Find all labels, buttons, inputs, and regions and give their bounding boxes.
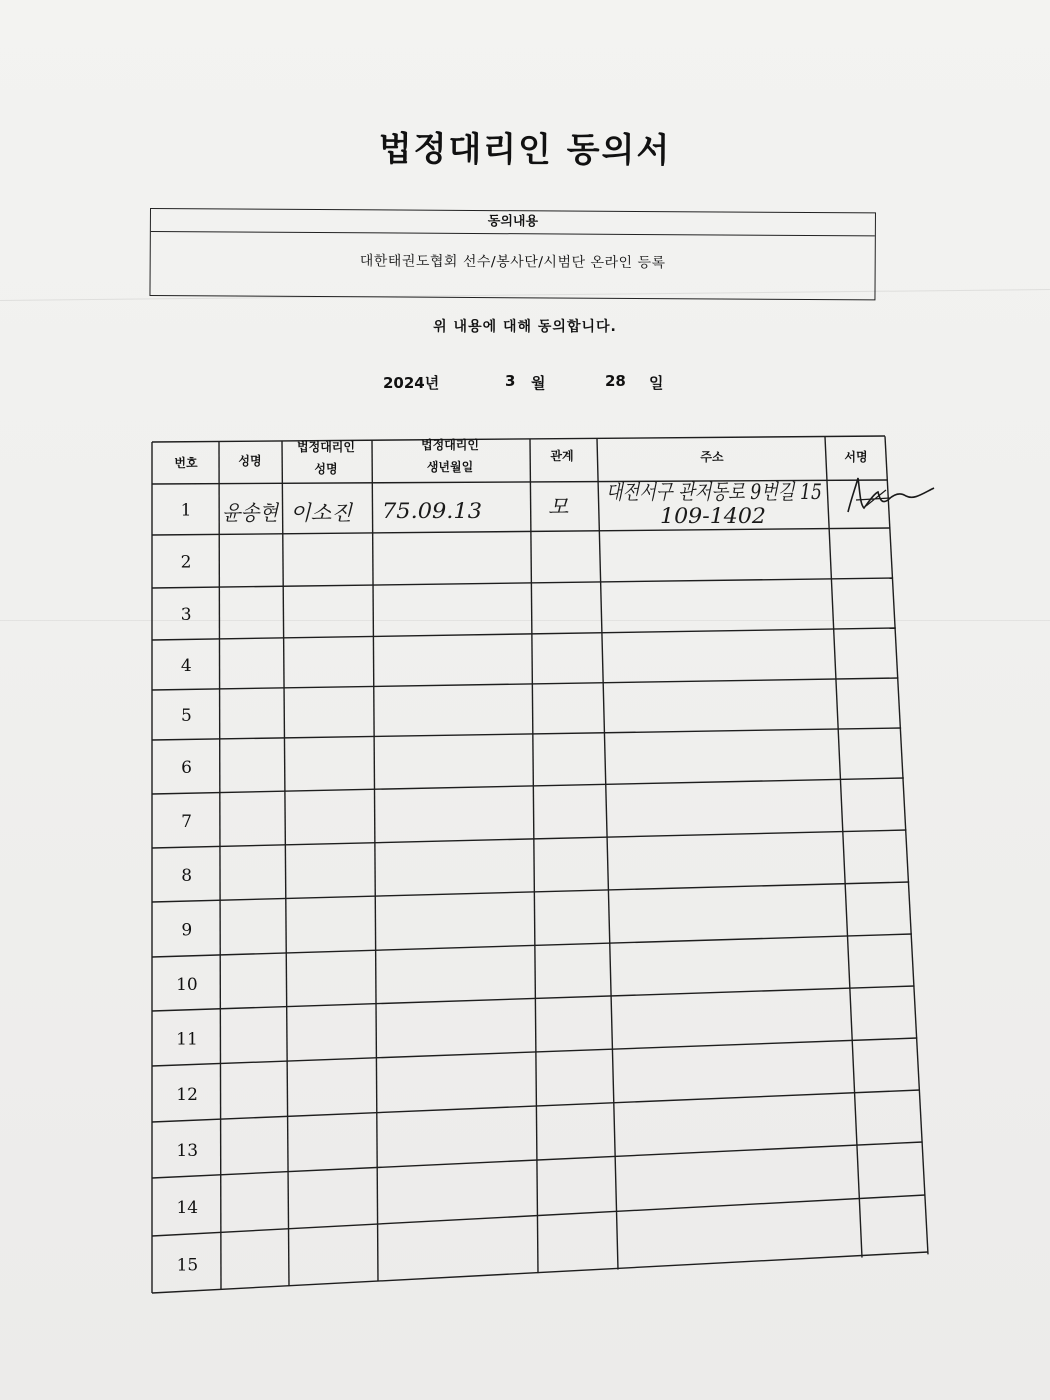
- row-number: 7: [181, 812, 193, 832]
- table-row-line: [152, 728, 901, 740]
- header-name: 성명: [238, 454, 262, 468]
- row-number: 2: [180, 552, 192, 573]
- header-guardian-name-2: 성명: [314, 462, 338, 476]
- header-guardian-name-1: 법정대리인: [297, 440, 355, 454]
- date-day-unit: 일: [649, 374, 664, 392]
- consent-text: 대한태권도협회 선수/봉사단/시범단 온라인 등록: [359, 253, 666, 272]
- table-row-line: [152, 436, 885, 442]
- row-number: 10: [176, 975, 198, 995]
- header-signature: 서명: [844, 450, 868, 464]
- row-number: 9: [181, 920, 193, 941]
- table-row-line: [152, 678, 898, 690]
- row-number: 3: [180, 605, 192, 625]
- table-column-line: [530, 439, 538, 1273]
- table-row-line: [152, 1038, 917, 1066]
- date-month: 3: [505, 372, 516, 390]
- table-row-line: [152, 830, 907, 848]
- guardian-birth: 75.09.13: [382, 499, 482, 523]
- table-column-line: [372, 440, 378, 1281]
- row-number: 4: [180, 656, 192, 676]
- header-address: 주소: [700, 450, 724, 464]
- table-row-line: [152, 934, 912, 957]
- relation: 모: [548, 495, 569, 519]
- table-row-line: [152, 986, 915, 1011]
- table-grid: [152, 436, 928, 1293]
- table-row-line: [152, 778, 904, 794]
- row-number: 12: [176, 1085, 198, 1105]
- consent-header: 동의내용: [151, 209, 875, 236]
- table-column-line: [885, 436, 928, 1254]
- address-line-2: 109-1402: [660, 504, 766, 528]
- guardian-name: 이소진: [290, 501, 354, 525]
- agree-statement: 위 내용에 대해 동의합니다.: [433, 319, 617, 335]
- table-row-line: [152, 882, 909, 902]
- table-column-line: [825, 437, 862, 1258]
- student-name: 윤송현: [222, 501, 280, 525]
- row-number: 6: [181, 758, 192, 778]
- header-number: 번호: [174, 456, 198, 470]
- row-number: 13: [176, 1141, 199, 1161]
- table-row-line: [152, 1195, 925, 1236]
- row-number: 14: [176, 1198, 199, 1218]
- header-guardian-birth-1: 법정대리인: [421, 438, 479, 452]
- table-row-line: [152, 628, 896, 640]
- date-day: 28: [605, 372, 626, 390]
- header-relation: 관계: [550, 449, 574, 463]
- table-column-line: [597, 439, 618, 1270]
- row-number: 11: [176, 1029, 198, 1050]
- header-guardian-birth-2: 생년월일: [426, 460, 474, 474]
- signature-scribble: [848, 478, 934, 512]
- row-number: 5: [180, 706, 192, 726]
- table-row-line: [152, 528, 890, 535]
- address-line-1: 대전서구 관저동로 9번길 15: [606, 480, 822, 504]
- date-year: 2024년: [383, 374, 440, 392]
- document-title: 법정대리인 동의서: [378, 129, 672, 171]
- table-column-line: [282, 441, 289, 1286]
- date-month-unit: 월: [531, 374, 546, 392]
- row-number: 15: [176, 1255, 199, 1276]
- table-header: [174, 437, 867, 476]
- row-number: 1: [180, 500, 192, 521]
- table-row-line: [152, 578, 893, 588]
- row-number: 8: [181, 866, 193, 886]
- row-numbers: [176, 501, 198, 1276]
- table-row-line: [152, 1252, 928, 1293]
- table-column-line: [219, 441, 221, 1289]
